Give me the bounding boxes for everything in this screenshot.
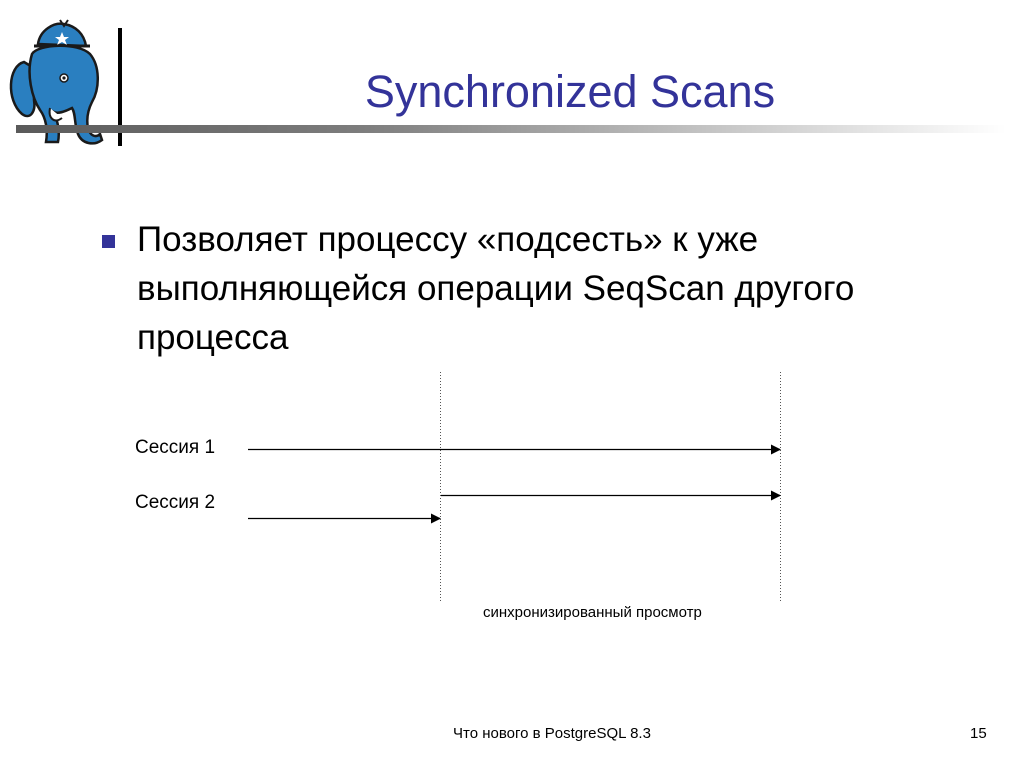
session-1-label: Сессия 1 — [135, 437, 216, 458]
page-number: 15 — [970, 725, 987, 742]
diagram-caption: синхронизированный просмотр — [483, 604, 702, 621]
slide-title: Synchronized Scans — [364, 66, 776, 117]
session-2-label: Сессия 2 — [135, 492, 216, 513]
footer-text: Что нового в PostgreSQL 8.3 — [453, 725, 651, 742]
bullet-text: Позволяет процессу «подсесть» к уже выполняющейся операции SeqScan другого процесса — [137, 220, 855, 357]
